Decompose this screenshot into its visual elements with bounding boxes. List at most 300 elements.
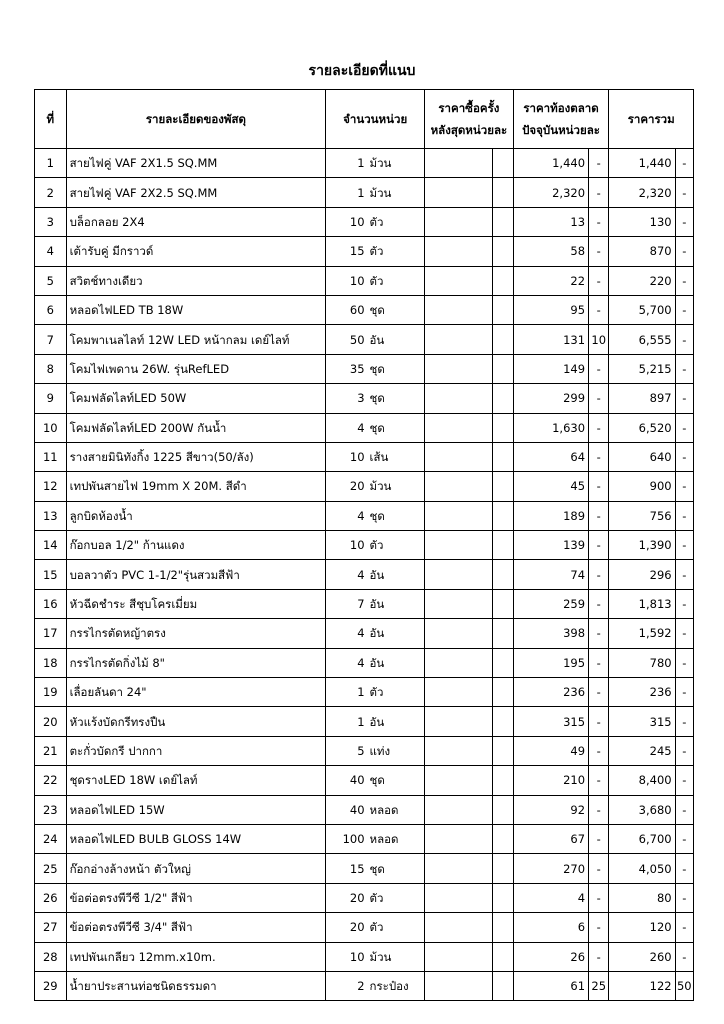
total-baht: 8,400 <box>609 766 675 795</box>
header-market-price-line1: ราคาท้องตลาด <box>523 101 599 115</box>
total-satang: - <box>675 883 693 912</box>
last-price-baht <box>425 648 493 677</box>
market-price-baht: 49 <box>513 736 588 765</box>
item-quantity: 1 <box>326 178 367 207</box>
last-price-baht <box>425 560 493 589</box>
last-price-baht <box>425 354 493 383</box>
market-price-baht: 210 <box>513 766 588 795</box>
header-quantity: จำนวนหน่วย <box>326 90 425 149</box>
last-price-satang <box>493 736 513 765</box>
item-quantity: 3 <box>326 384 367 413</box>
market-price-baht: 299 <box>513 384 588 413</box>
table-row <box>35 766 694 795</box>
table-header-row <box>35 90 694 149</box>
row-number: 12 <box>35 472 67 501</box>
total-baht: 6,700 <box>609 824 675 853</box>
market-price-baht: 131 <box>513 325 588 354</box>
market-price-baht: 74 <box>513 560 588 589</box>
table-row <box>35 678 694 707</box>
market-price-satang: 25 <box>589 971 609 1000</box>
total-baht: 6,555 <box>609 325 675 354</box>
item-description: เต้ารับคู่ มีกราวด์ <box>66 237 326 266</box>
market-price-satang: - <box>589 678 609 707</box>
item-unit: อัน <box>367 619 425 648</box>
total-baht: 900 <box>609 472 675 501</box>
header-last-price <box>425 90 514 149</box>
table-row <box>35 384 694 413</box>
item-unit: แท่ง <box>367 736 425 765</box>
table-row <box>35 648 694 677</box>
market-price-baht: 67 <box>513 824 588 853</box>
last-price-baht <box>425 295 493 324</box>
last-price-satang <box>493 766 513 795</box>
item-quantity: 15 <box>326 237 367 266</box>
market-price-baht: 1,630 <box>513 413 588 442</box>
item-quantity: 5 <box>326 736 367 765</box>
table-row <box>35 736 694 765</box>
last-price-baht <box>425 854 493 883</box>
market-price-satang: - <box>589 149 609 178</box>
last-price-baht <box>425 472 493 501</box>
row-number: 21 <box>35 736 67 765</box>
table-row <box>35 354 694 383</box>
item-unit: กระป๋อง <box>367 971 425 1000</box>
market-price-baht: 315 <box>513 707 588 736</box>
row-number: 3 <box>35 207 67 236</box>
row-number: 14 <box>35 531 67 560</box>
row-number: 13 <box>35 501 67 530</box>
market-price-baht: 4 <box>513 883 588 912</box>
total-satang: - <box>675 266 693 295</box>
last-price-baht <box>425 795 493 824</box>
item-unit: อัน <box>367 325 425 354</box>
items-table <box>34 89 694 1001</box>
row-number: 23 <box>35 795 67 824</box>
item-description: เทปพันเกลียว 12mm.x10m. <box>66 942 326 971</box>
last-price-satang <box>493 795 513 824</box>
table-row <box>35 501 694 530</box>
item-unit: ชุด <box>367 854 425 883</box>
item-description: สายไฟคู่ VAF 2X1.5 SQ.MM <box>66 149 326 178</box>
item-description: โคมฟลัดไลท์LED 200W กันน้ำ <box>66 413 326 442</box>
total-baht: 315 <box>609 707 675 736</box>
market-price-satang: - <box>589 795 609 824</box>
row-number: 6 <box>35 295 67 324</box>
total-satang: - <box>675 237 693 266</box>
item-description: รางสายมินิทังกิ้ง 1225 สีขาว(50/ลัง) <box>66 442 326 471</box>
item-unit: ม้วน <box>367 178 425 207</box>
last-price-satang <box>493 678 513 707</box>
item-unit: ชุด <box>367 354 425 383</box>
item-unit: ตัว <box>367 237 425 266</box>
item-quantity: 1 <box>326 149 367 178</box>
market-price-satang: - <box>589 354 609 383</box>
item-quantity: 7 <box>326 589 367 618</box>
last-price-satang <box>493 325 513 354</box>
item-description: ตะกั่วบัดกรี ปากกา <box>66 736 326 765</box>
last-price-baht <box>425 178 493 207</box>
total-satang: - <box>675 501 693 530</box>
table-row <box>35 854 694 883</box>
item-quantity: 20 <box>326 472 367 501</box>
total-satang: - <box>675 442 693 471</box>
market-price-baht: 22 <box>513 266 588 295</box>
table-body <box>35 149 694 1001</box>
item-quantity: 4 <box>326 619 367 648</box>
item-unit: ม้วน <box>367 942 425 971</box>
total-baht: 1,813 <box>609 589 675 618</box>
total-satang: - <box>675 913 693 942</box>
total-baht: 1,390 <box>609 531 675 560</box>
last-price-baht <box>425 883 493 912</box>
market-price-baht: 189 <box>513 501 588 530</box>
item-quantity: 4 <box>326 413 367 442</box>
market-price-satang: - <box>589 619 609 648</box>
header-market-price-line2: ปัจจุบันหน่วยละ <box>522 123 600 137</box>
market-price-satang: - <box>589 207 609 236</box>
market-price-satang: - <box>589 707 609 736</box>
market-price-satang: - <box>589 913 609 942</box>
total-satang: - <box>675 795 693 824</box>
item-quantity: 1 <box>326 707 367 736</box>
last-price-satang <box>493 619 513 648</box>
last-price-baht <box>425 589 493 618</box>
last-price-satang <box>493 942 513 971</box>
item-quantity: 20 <box>326 883 367 912</box>
total-baht: 260 <box>609 942 675 971</box>
table-row <box>35 413 694 442</box>
market-price-baht: 398 <box>513 619 588 648</box>
market-price-satang: - <box>589 854 609 883</box>
total-baht: 220 <box>609 266 675 295</box>
item-description: บอลวาตัว PVC 1-1/2"รุ่นสวมสีฟ้า <box>66 560 326 589</box>
total-satang: - <box>675 413 693 442</box>
market-price-baht: 149 <box>513 354 588 383</box>
last-price-baht <box>425 531 493 560</box>
item-unit: ม้วน <box>367 472 425 501</box>
row-number: 8 <box>35 354 67 383</box>
last-price-satang <box>493 913 513 942</box>
last-price-baht <box>425 413 493 442</box>
row-number: 9 <box>35 384 67 413</box>
item-description: ข้อต่อตรงพีวีซี 3/4" สีฟ้า <box>66 913 326 942</box>
item-unit: เส้น <box>367 442 425 471</box>
market-price-satang: - <box>589 766 609 795</box>
row-number: 17 <box>35 619 67 648</box>
total-baht: 3,680 <box>609 795 675 824</box>
item-description: กรรไกรตัดกิ่งไม้ 8" <box>66 648 326 677</box>
item-quantity: 10 <box>326 942 367 971</box>
header-last-price-line1: ราคาซื้อครั้ง <box>438 101 500 115</box>
market-price-baht: 236 <box>513 678 588 707</box>
item-description: กรรไกรตัดหญ้าตรง <box>66 619 326 648</box>
market-price-satang: - <box>589 736 609 765</box>
item-quantity: 10 <box>326 207 367 236</box>
item-quantity: 10 <box>326 442 367 471</box>
market-price-baht: 61 <box>513 971 588 1000</box>
total-baht: 897 <box>609 384 675 413</box>
table-row <box>35 707 694 736</box>
last-price-satang <box>493 442 513 471</box>
item-description: สายไฟคู่ VAF 2X2.5 SQ.MM <box>66 178 326 207</box>
row-number: 26 <box>35 883 67 912</box>
row-number: 1 <box>35 149 67 178</box>
total-satang: - <box>675 942 693 971</box>
table-row <box>35 795 694 824</box>
row-number: 29 <box>35 971 67 1000</box>
table-row <box>35 619 694 648</box>
last-price-satang <box>493 971 513 1000</box>
table-row <box>35 589 694 618</box>
item-unit: ชุด <box>367 766 425 795</box>
item-quantity: 100 <box>326 824 367 853</box>
row-number: 16 <box>35 589 67 618</box>
market-price-satang: - <box>589 883 609 912</box>
item-description: สวิตช์ทางเดียว <box>66 266 326 295</box>
item-quantity: 15 <box>326 854 367 883</box>
market-price-satang: - <box>589 472 609 501</box>
total-satang: - <box>675 560 693 589</box>
item-unit: ชุด <box>367 413 425 442</box>
market-price-baht: 6 <box>513 913 588 942</box>
last-price-baht <box>425 971 493 1000</box>
last-price-satang <box>493 854 513 883</box>
market-price-baht: 195 <box>513 648 588 677</box>
item-description: ก๊อกบอล 1/2" ก้านแดง <box>66 531 326 560</box>
total-baht: 1,592 <box>609 619 675 648</box>
total-satang: - <box>675 295 693 324</box>
market-price-satang: - <box>589 531 609 560</box>
item-quantity: 10 <box>326 531 367 560</box>
row-number: 5 <box>35 266 67 295</box>
total-baht: 5,700 <box>609 295 675 324</box>
last-price-satang <box>493 531 513 560</box>
item-description: ชุดรางLED 18W เดย์ไลท์ <box>66 766 326 795</box>
last-price-satang <box>493 149 513 178</box>
total-satang: - <box>675 648 693 677</box>
item-quantity: 2 <box>326 971 367 1000</box>
last-price-satang <box>493 589 513 618</box>
item-quantity: 10 <box>326 266 367 295</box>
market-price-baht: 58 <box>513 237 588 266</box>
row-number: 10 <box>35 413 67 442</box>
item-description: โคมไฟเพดาน 26W. รุ่นRefLED <box>66 354 326 383</box>
last-price-satang <box>493 384 513 413</box>
market-price-baht: 139 <box>513 531 588 560</box>
last-price-baht <box>425 766 493 795</box>
header-description: รายละเอียดของพัสดุ <box>66 90 326 149</box>
total-satang: - <box>675 325 693 354</box>
last-price-baht <box>425 913 493 942</box>
header-market-price <box>513 90 609 149</box>
last-price-satang <box>493 707 513 736</box>
row-number: 28 <box>35 942 67 971</box>
total-baht: 122 <box>609 971 675 1000</box>
market-price-satang: - <box>589 295 609 324</box>
item-unit: ตัว <box>367 266 425 295</box>
total-baht: 5,215 <box>609 354 675 383</box>
market-price-satang: - <box>589 560 609 589</box>
item-unit: ตัว <box>367 883 425 912</box>
total-baht: 4,050 <box>609 854 675 883</box>
row-number: 4 <box>35 237 67 266</box>
item-description: เทปพันสายไฟ 19mm X 20M. สีดำ <box>66 472 326 501</box>
market-price-satang: - <box>589 824 609 853</box>
row-number: 2 <box>35 178 67 207</box>
market-price-satang: - <box>589 442 609 471</box>
last-price-baht <box>425 678 493 707</box>
item-description: โคมฟลัดไลท์LED 50W <box>66 384 326 413</box>
total-baht: 236 <box>609 678 675 707</box>
market-price-baht: 95 <box>513 295 588 324</box>
table-row <box>35 295 694 324</box>
item-quantity: 4 <box>326 648 367 677</box>
item-description: หลอดไฟLED BULB GLOSS 14W <box>66 824 326 853</box>
item-unit: อัน <box>367 648 425 677</box>
item-description: เลื่อยลันดา 24" <box>66 678 326 707</box>
item-unit: หลอด <box>367 795 425 824</box>
last-price-baht <box>425 707 493 736</box>
total-satang: - <box>675 178 693 207</box>
row-number: 11 <box>35 442 67 471</box>
total-baht: 120 <box>609 913 675 942</box>
last-price-baht <box>425 149 493 178</box>
market-price-baht: 270 <box>513 854 588 883</box>
table-row <box>35 207 694 236</box>
total-satang: - <box>675 207 693 236</box>
last-price-baht <box>425 325 493 354</box>
item-description: น้ำยาประสานท่อชนิดธรรมดา <box>66 971 326 1000</box>
market-price-baht: 1,440 <box>513 149 588 178</box>
item-quantity: 4 <box>326 501 367 530</box>
total-baht: 640 <box>609 442 675 471</box>
item-quantity: 4 <box>326 560 367 589</box>
table-row <box>35 178 694 207</box>
total-satang: - <box>675 766 693 795</box>
market-price-baht: 26 <box>513 942 588 971</box>
item-unit: ตัว <box>367 913 425 942</box>
item-description: หลอดไฟLED 15W <box>66 795 326 824</box>
item-unit: ตัว <box>367 531 425 560</box>
item-quantity: 40 <box>326 766 367 795</box>
header-last-price-line2: หลังสุดหน่วยละ <box>430 123 508 137</box>
item-unit: ชุด <box>367 384 425 413</box>
total-baht: 245 <box>609 736 675 765</box>
total-baht: 6,520 <box>609 413 675 442</box>
header-total: ราคารวม <box>609 90 694 149</box>
last-price-baht <box>425 384 493 413</box>
table-row <box>35 971 694 1000</box>
item-unit: ชุด <box>367 295 425 324</box>
table-row <box>35 442 694 471</box>
market-price-satang: - <box>589 266 609 295</box>
total-baht: 130 <box>609 207 675 236</box>
last-price-baht <box>425 442 493 471</box>
row-number: 20 <box>35 707 67 736</box>
total-satang: - <box>675 354 693 383</box>
market-price-satang: - <box>589 942 609 971</box>
total-satang: 50 <box>675 971 693 1000</box>
total-satang: - <box>675 854 693 883</box>
item-description: หัวฉีดชำระ สีชุบโครเมี่ยม <box>66 589 326 618</box>
total-satang: - <box>675 736 693 765</box>
last-price-satang <box>493 883 513 912</box>
last-price-baht <box>425 237 493 266</box>
market-price-satang: - <box>589 501 609 530</box>
row-number: 22 <box>35 766 67 795</box>
last-price-satang <box>493 295 513 324</box>
row-number: 25 <box>35 854 67 883</box>
last-price-baht <box>425 207 493 236</box>
total-satang: - <box>675 472 693 501</box>
total-baht: 1,440 <box>609 149 675 178</box>
last-price-baht <box>425 736 493 765</box>
last-price-satang <box>493 266 513 295</box>
item-description: บล็อกลอย 2X4 <box>66 207 326 236</box>
item-unit: หลอด <box>367 824 425 853</box>
last-price-baht <box>425 942 493 971</box>
market-price-baht: 259 <box>513 589 588 618</box>
item-unit: ชุด <box>367 501 425 530</box>
page-title: รายละเอียดที่แนบ <box>308 63 416 79</box>
total-baht: 80 <box>609 883 675 912</box>
row-number: 18 <box>35 648 67 677</box>
table-row <box>35 472 694 501</box>
item-quantity: 35 <box>326 354 367 383</box>
item-description: ลูกบิดห้องน้ำ <box>66 501 326 530</box>
market-price-satang: - <box>589 589 609 618</box>
item-quantity: 60 <box>326 295 367 324</box>
total-satang: - <box>675 384 693 413</box>
item-quantity: 1 <box>326 678 367 707</box>
market-price-baht: 92 <box>513 795 588 824</box>
last-price-satang <box>493 501 513 530</box>
table-row <box>35 266 694 295</box>
market-price-baht: 13 <box>513 207 588 236</box>
table-row <box>35 149 694 178</box>
total-satang: - <box>675 589 693 618</box>
last-price-baht <box>425 619 493 648</box>
total-baht: 756 <box>609 501 675 530</box>
item-unit: อัน <box>367 589 425 618</box>
table-row <box>35 237 694 266</box>
market-price-satang: - <box>589 648 609 677</box>
total-satang: - <box>675 149 693 178</box>
total-baht: 2,320 <box>609 178 675 207</box>
market-price-satang: 10 <box>589 325 609 354</box>
item-unit: ม้วน <box>367 149 425 178</box>
item-description: หลอดไฟLED TB 18W <box>66 295 326 324</box>
row-number: 27 <box>35 913 67 942</box>
row-number: 15 <box>35 560 67 589</box>
last-price-baht <box>425 824 493 853</box>
last-price-satang <box>493 648 513 677</box>
market-price-baht: 45 <box>513 472 588 501</box>
total-satang: - <box>675 707 693 736</box>
item-description: โคมพาเนลไลท์ 12W LED หน้ากลม เดย์ไลท์ <box>66 325 326 354</box>
item-quantity: 50 <box>326 325 367 354</box>
market-price-baht: 2,320 <box>513 178 588 207</box>
market-price-satang: - <box>589 384 609 413</box>
total-baht: 780 <box>609 648 675 677</box>
table-row <box>35 883 694 912</box>
table-row <box>35 560 694 589</box>
last-price-satang <box>493 472 513 501</box>
item-unit: อัน <box>367 707 425 736</box>
row-number: 19 <box>35 678 67 707</box>
table-row <box>35 531 694 560</box>
market-price-satang: - <box>589 413 609 442</box>
